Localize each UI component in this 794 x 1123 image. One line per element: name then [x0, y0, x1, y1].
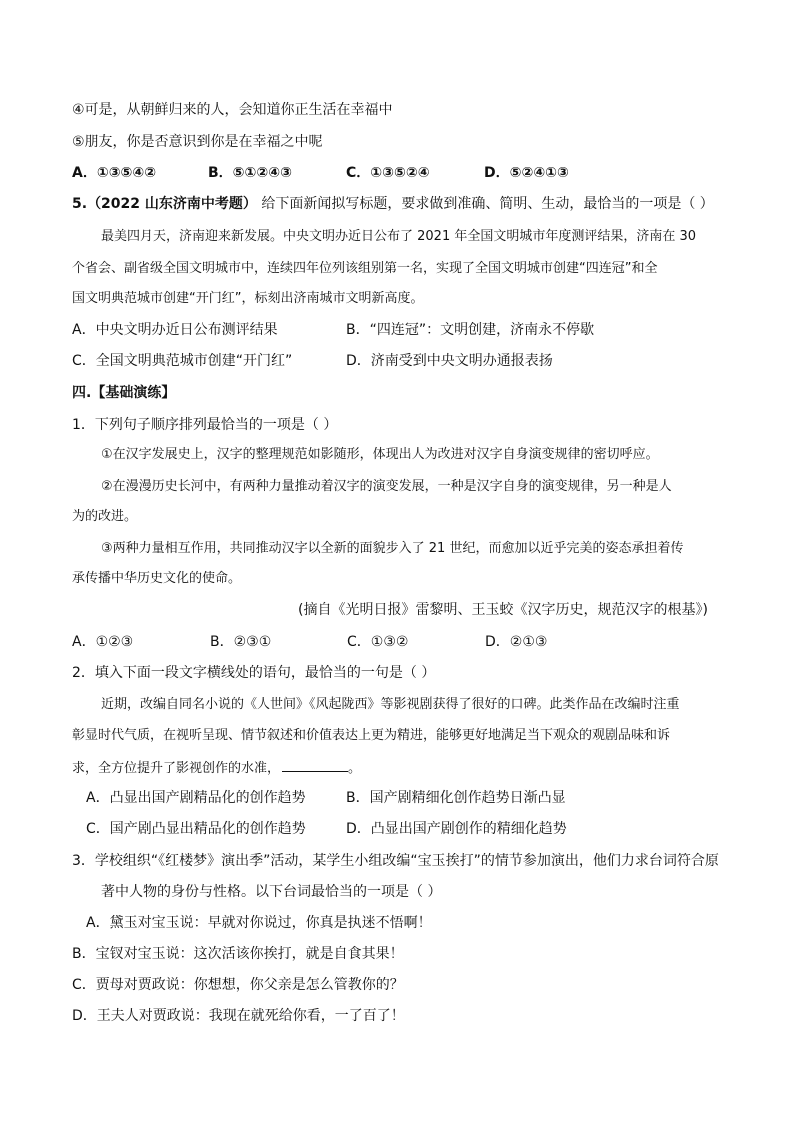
question-number: 5.: [72, 196, 88, 212]
option-d: D．②①③: [485, 634, 548, 650]
question-source: （2022 山东济南中考题）: [87, 196, 257, 212]
option-b: B．国产剧精细化创作趋势日渐凸显: [346, 790, 566, 806]
passage-line: 彰显时代气质，在视听呈现、情节叙述和价值表达上更为精进，能够更好地满足当下观众的观剧品味和诉: [72, 728, 671, 743]
option-d: D．济南受到中央文明办通报表扬: [346, 353, 553, 369]
option-d: D．⑤②④①③: [484, 165, 569, 181]
section-title: 四.【基础演练】: [72, 385, 176, 401]
sentence-line: 为的改进。: [72, 509, 138, 524]
question-1-stem: 1．下列句子顺序排列最恰当的一项是（ ）: [72, 417, 338, 433]
question-3-stem-cont: 著中人物的身份与性格。以下台词最恰当的一项是（ ）: [101, 884, 442, 900]
option-c: C．①③②: [347, 634, 409, 650]
fill-in-blank: [282, 758, 348, 772]
option-d: D．凸显出国产剧创作的精细化趋势: [346, 821, 567, 837]
passage-text: 求，全方位提升了影视创作的水准，: [72, 761, 281, 776]
sentence-line: ①在汉字发展史上，汉字的整理规范如影随形，体现出人为改进对汉字自身演变规律的密切呼应。: [101, 447, 659, 462]
option-a: A．黛玉对宝玉说：早就对你说过，你真是执迷不悟啊！: [86, 915, 432, 931]
option-a: A．①②③: [72, 634, 134, 650]
passage-line-with-blank: [72, 758, 361, 778]
sentence-line: 承传播中华历史文化的使命。: [72, 571, 242, 586]
option-b: B．宝钗对宝玉说：这次活该你挨打，就是自食其果！: [72, 946, 404, 962]
option-c: C．全国文明典范城市创建“开门红”: [72, 353, 293, 369]
sentence-5: ⑤朋友，你是否意识到你是在幸福之中呢: [72, 134, 323, 150]
option-c: C．贾母对贾政说：你想想，你父亲是怎么管教你的？: [72, 977, 404, 993]
news-passage-line: 个省会、副省级全国文明城市中，连续四年位列该组别第一名，实现了全国文明城市创建“四连冠”和全: [72, 261, 658, 276]
option-d: D．王夫人对贾政说：我现在就死给你看，一了百了！: [72, 1008, 405, 1024]
citation: (摘自《光明日报》雷黎明、王玉蛟《汉字历史，规范汉字的根基》): [298, 602, 708, 618]
option-c: C．①③⑤②④: [346, 165, 430, 181]
question-5: [72, 195, 714, 213]
option-b: B．“四连冠”：文明创建，济南永不停歇: [346, 322, 595, 338]
option-b: B．②③①: [210, 634, 272, 650]
option-b: B．⑤①②④③: [208, 165, 292, 181]
sentence-line: ③两种力量相互作用，共同推动汉字以全新的面貌步入了 21 世纪，而愈加以近乎完美的姿态承担着传: [101, 541, 684, 556]
passage-line: 近期，改编自同名小说的《人世间》《风起陇西》等影视剧获得了很好的口碑。此类作品在改编时注重: [101, 697, 680, 712]
news-passage-line: 国文明典范城市创建“开门红”，标刻出济南城市文明新高度。: [72, 291, 424, 306]
sentence-4: ④可是，从朝鲜归来的人，会知道你正生活在幸福中: [72, 102, 393, 118]
news-passage-line: 最美四月天，济南迎来新发展。中央文明办近日公布了 2021 年全国文明城市年度测评结果，济南在 30: [101, 229, 697, 244]
question-stem: 给下面新闻拟写标题，要求做到准确、简明、生动，最恰当的一项是（ ）: [261, 196, 714, 212]
sentence-line: ②在漫漫历史长河中，有两种力量推动着汉字的演变发展，一种是汉字自身的演变规律，另一种是人: [101, 479, 672, 494]
option-a: A．凸显出国产剧精品化的创作趋势: [86, 790, 306, 806]
option-c: C．国产剧凸显出精品化的创作趋势: [86, 821, 306, 837]
passage-end: 。: [348, 761, 362, 776]
question-3-stem: 3．学校组织“《红楼梦》演出季”活动，某学生小组改编“宝玉挨打”的情节参加演出，他们力求台词符合原: [72, 853, 719, 869]
question-2-stem: 2．填入下面一段文字横线处的语句，最恰当的一句是（ ）: [72, 665, 436, 681]
option-a: A．①③⑤④②: [72, 165, 157, 181]
option-a: A．中央文明办近日公布测评结果: [72, 322, 278, 338]
